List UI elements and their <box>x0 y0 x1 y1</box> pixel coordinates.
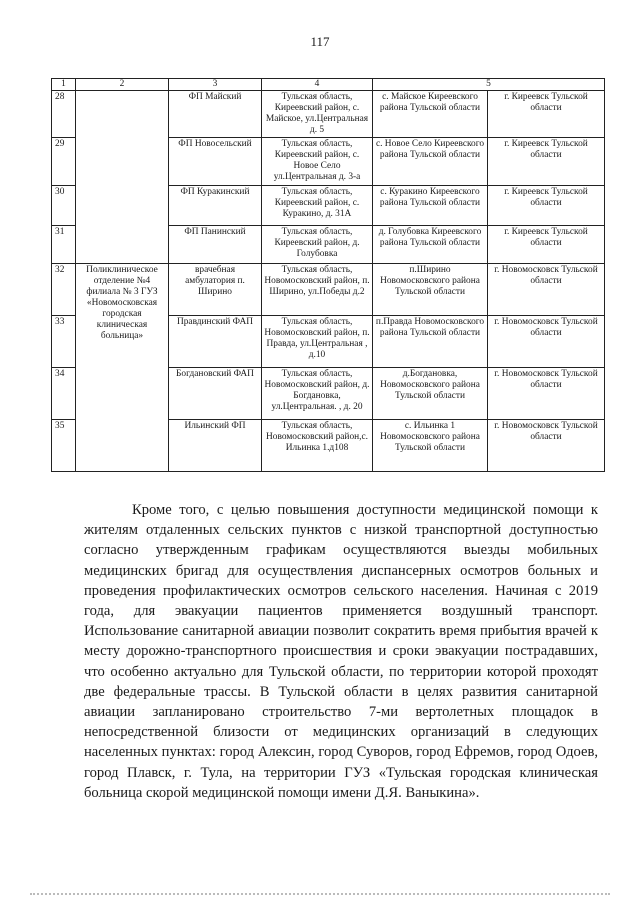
facility-name: Правдинский ФАП <box>169 316 262 368</box>
table-header-row <box>52 79 605 91</box>
district-city: г. Новомосковск Тульской области <box>488 368 605 420</box>
facility-address: Тульская область, Новомосковский район,с. Ильинка 1.д108 <box>262 420 373 472</box>
facility-address: Тульская область, Новомосковский район, д. Богдановка, ул.Центральная. , д. 20 <box>262 368 373 420</box>
header-cell: 5 <box>373 79 605 91</box>
facility-address: Тульская область, Новомосковский район, п. Ширино, ул.Победы д.2 <box>262 264 373 316</box>
facility-address: Тульская область, Киреевский район, с. Майское, ул.Центральная д. 5 <box>262 91 373 138</box>
district-city: г. Киреевск Тульской области <box>488 91 605 138</box>
served-locality: п.Правда Новомосковского района Тульской области <box>373 316 488 368</box>
facility-address: Тульская область, Киреевский район, с. Новое Село ул.Центральная д. 3-а <box>262 138 373 186</box>
served-locality: с. Майское Киреевского района Тульской области <box>373 91 488 138</box>
header-cell: 2 <box>76 79 169 91</box>
scan-artifact-line <box>30 893 610 897</box>
served-locality: с. Новое Село Киреевского района Тульской области <box>373 138 488 186</box>
row-number: 31 <box>52 226 76 264</box>
row-number: 28 <box>52 91 76 138</box>
facilities-table <box>51 78 605 472</box>
district-city: г. Новомосковск Тульской области <box>488 264 605 316</box>
served-locality: д.Богдановка, Новомосковского района Тульской области <box>373 368 488 420</box>
body-paragraph: Кроме того, с целью повышения доступности медицинской помощи к жителям отдаленных сельских пунктов с низкой транспортной доступностью согласно утвержденным графикам осуществляются выезды мобильных медицинских бригад для осуществления диспансерных осмотров больных и проведения профилактических осмотров сельского населения. Начиная с 2019 года, для эвакуации пациентов применяется воздушный транспорт. Использование санитарной авиации позволит сократить время прибытия врачей к месту дорожно-транспортного происшествия и сроки эвакуации пострадавших, что особенно актуально для Тульской области, по территории которой проходят две федеральные трассы. В Тульской области в целях развития санитарной авиации запланировано строительство 7-ми вертолетных площадок в непосредственной близости от медицинских организаций в следующих населенных пунктах: город Алексин, город Суворов, город Ефремов, город Одоев, город Плавск, г. Тула, на территории ГУЗ «Тульская городская клиническая больница скорой медицинской помощи имени Д.Я. Ваныкина». <box>84 502 598 801</box>
facility-name: ФП Куракинский <box>169 186 262 226</box>
row-number: 32 <box>52 264 76 316</box>
served-locality: с. Куракино Киреевского района Тульской области <box>373 186 488 226</box>
header-cell: 1 <box>52 79 76 91</box>
facility-name: Ильинский ФП <box>169 420 262 472</box>
served-locality: с. Ильинка 1 Новомосковского района Тульской области <box>373 420 488 472</box>
district-city: г. Киреевск Тульской области <box>488 226 605 264</box>
row-number: 35 <box>52 420 76 472</box>
table-row <box>52 91 605 138</box>
organization-cell <box>76 91 169 264</box>
facility-address: Тульская область, Новомосковский район, п. Правда, ул.Центральная , д.10 <box>262 316 373 368</box>
district-city: г. Новомосковск Тульской области <box>488 316 605 368</box>
district-city: г. Новомосковск Тульской области <box>488 420 605 472</box>
row-number: 34 <box>52 368 76 420</box>
served-locality: п.Ширино Новомосковского района Тульской области <box>373 264 488 316</box>
row-number: 33 <box>52 316 76 368</box>
facility-name: ФП Новосельский <box>169 138 262 186</box>
served-locality: д. Голубовка Киреевского района Тульской области <box>373 226 488 264</box>
row-number: 30 <box>52 186 76 226</box>
district-city: г. Киреевск Тульской области <box>488 186 605 226</box>
facility-address: Тульская область, Киреевский район, д. Голубовка <box>262 226 373 264</box>
page-number: 117 <box>310 34 330 49</box>
table-row <box>52 264 605 316</box>
facility-name: Богдановский ФАП <box>169 368 262 420</box>
header-cell: 3 <box>169 79 262 91</box>
organization-cell: Поликлиническое отделение №4 филиала № 3 ГУЗ «Новомосковская городская клиническая больница» <box>76 264 169 472</box>
header-cell: 4 <box>262 79 373 91</box>
facility-name: ФП Майский <box>169 91 262 138</box>
facility-name: врачебная амбулатория п. Ширино <box>169 264 262 316</box>
facility-address: Тульская область, Киреевский район, с. Куракино, д. 31А <box>262 186 373 226</box>
row-number: 29 <box>52 138 76 186</box>
district-city: г. Киреевск Тульской области <box>488 138 605 186</box>
facility-name: ФП Панинский <box>169 226 262 264</box>
